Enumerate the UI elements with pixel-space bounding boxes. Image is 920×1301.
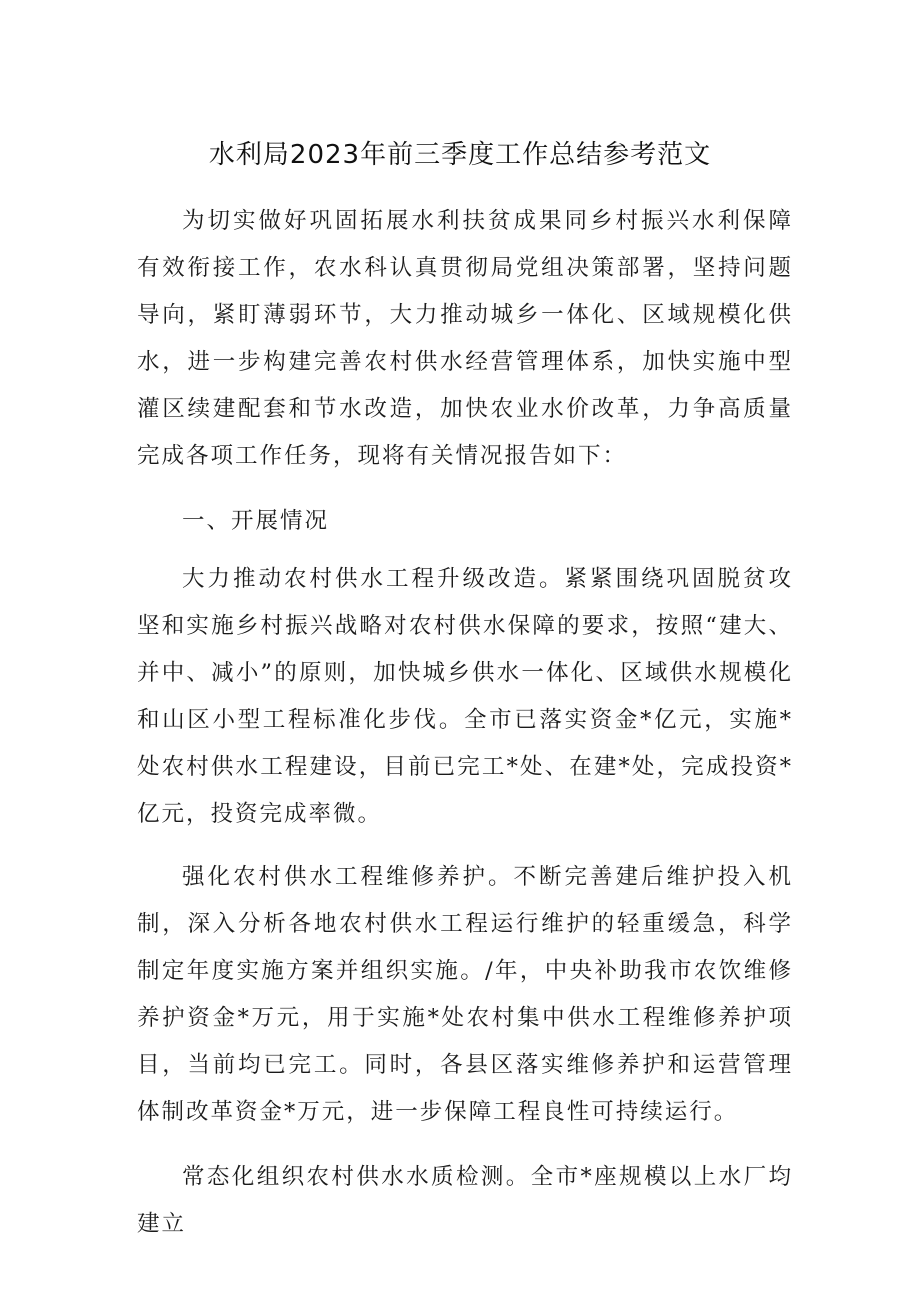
intro-paragraph: 为切实做好巩固拓展水利扶贫成果同乡村振兴水利保障有效衔接工作，农水科认真贯彻局党组决策部署，坚持问题导向，紧盯薄弱环节，大力推动城乡一体化、区域规模化供水，进一步构建完善农村供水经营管理体系，加快实施中型灌区续建配套和节水改造，加快农业水价改革，力争高质量完成各项工作任务，现将有关情况报告如下： xyxy=(137,208,793,469)
section-heading: 一、开展情况 xyxy=(182,508,330,534)
body-paragraph-maintenance: 强化农村供水工程维修养护。不断完善建后维护投入机制，深入分析各地农村供水工程运行维护的轻重缓急，科学制定年度实施方案并组织实施。/年，中央补助我市农饮维修养护资金*万元，用于实施*处农村集中供水工程维修养护项目，当前均已完工。同时，各县区落实维修养护和运营管理体制改革资金*万元，进一步保障工程良性可持续运行。 xyxy=(137,864,793,1125)
document-title: 水利局2023年前三季度工作总结参考范文 xyxy=(208,140,712,170)
body-paragraph-water-upgrade: 大力推动农村供水工程升级改造。紧紧围绕巩固脱贫攻坚和实施乡村振兴战略对农村供水保障的要求，按照“建大、并中、减小”的原则，加快城乡供水一体化、区域供水规模化和山区小型工程标准化步伐。全市已落实资金*亿元，实施*处农村供水工程建设，目前已完工*处、在建*处，完成投资*亿元，投资完成率微。 xyxy=(137,566,793,827)
body-paragraph-water-quality: 常态化组织农村供水水质检测。全市*座规模以上水厂均建立 xyxy=(137,1164,793,1237)
